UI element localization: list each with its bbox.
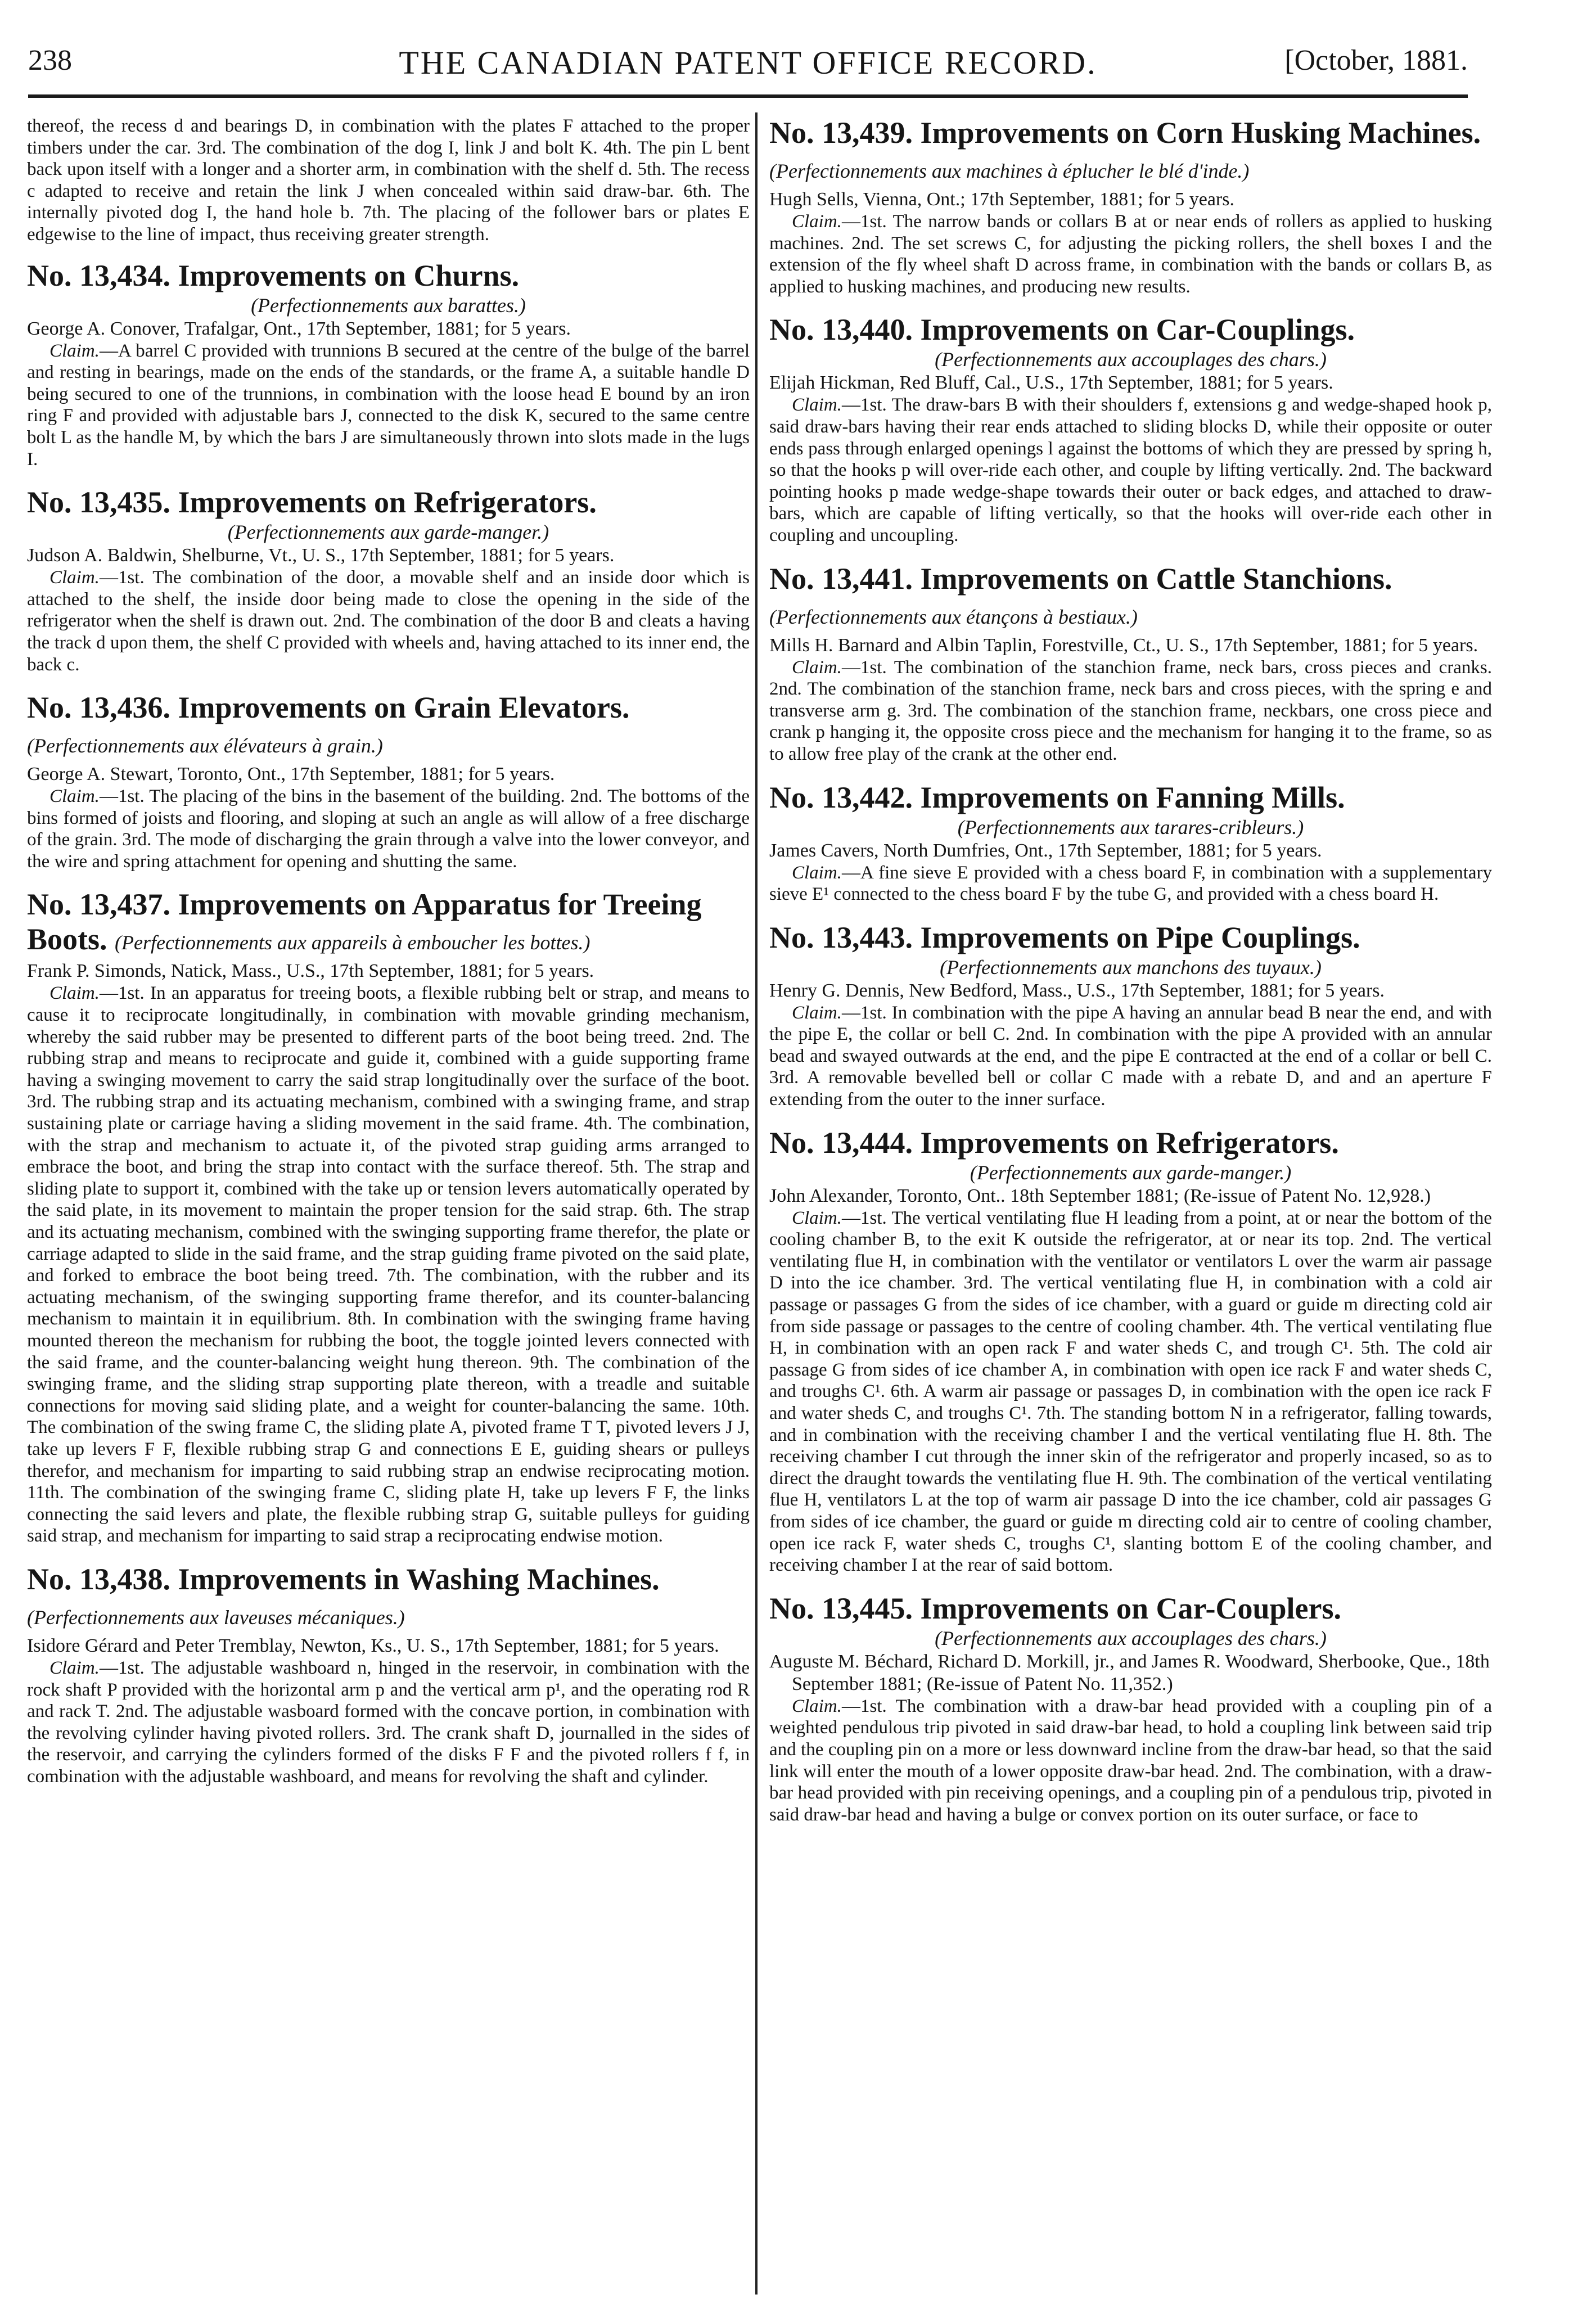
claim-label: Claim. bbox=[49, 340, 100, 361]
patent-title: Improvements on Cattle Stanchions. bbox=[920, 561, 1392, 596]
claim-body: —1st. The combination of the stanchion frame, neck bars, cross pieces and cranks. 2nd. The combination of the stanchion frame, neck bars and cross pieces, with the spring e and transverse arm g. 3rd. The combination of the stanchion frame, neckbars, one cross piece and crank p hanging it, the opposite cross piece and the mechanism for hanging it to the frame, so as to allow free play of the crank at the other end. bbox=[769, 657, 1492, 764]
claim-label: Claim. bbox=[49, 1657, 100, 1678]
entry-heading bbox=[769, 312, 1492, 347]
patent-title: Improvements on Pipe Couplings. bbox=[920, 920, 1360, 954]
claim-label: Claim. bbox=[49, 786, 100, 807]
entry-heading bbox=[27, 258, 750, 293]
french-title: (Perfectionnements aux laveuses mécaniques.) bbox=[27, 1606, 405, 1629]
claim-body: —1st. The combination of the door, a movable shelf and an inside door which is attached to the shelf, the inside door being made to close the opening in the side of the refrigerator when the shelf is drawn out. 2nd. The combination of the door B and cleats a having the track d upon them, the shelf C provided with wheels and, having attached to its inner end, the back c. bbox=[27, 567, 750, 675]
patent-entry bbox=[769, 1125, 1492, 1576]
claim-text bbox=[27, 786, 750, 872]
inventor-line: Mills H. Barnard and Albin Taplin, Forestville, Ct., U. S., 17th September, 1881; for 5 years. bbox=[769, 634, 1478, 656]
claim-label: Claim. bbox=[792, 862, 842, 883]
patent-number: No. 13,437. bbox=[27, 887, 170, 922]
inventor-line: Auguste M. Béchard, Richard D. Morkill, jr., and James R. Woodward, Sherbooke, Que., 18th September 1881; (Re-issue of Patent No. 11,352.) bbox=[769, 1651, 1490, 1694]
inventor-line: Isidore Gérard and Peter Tremblay, Newton, Ks., U. S., 17th September, 1881; for 5 years. bbox=[27, 1635, 719, 1656]
claim-text bbox=[769, 394, 1492, 546]
patent-number: No. 13,438. bbox=[27, 1562, 170, 1596]
patent-number: No. 13,443. bbox=[769, 920, 913, 954]
patent-number: No. 13,439. bbox=[769, 116, 913, 150]
claim-body: —1st. In combination with the pipe A having an annular bead B near the end, and with the pipe E, the collar or bell C. 2nd. In combination with the pipe A provided with an annular bead and swayed outwards at the end, and the pipe E contracted at the end of a collar or bell C. 3rd. A removable bevelled bell or collar C made with a rebate D, and and an aperture F extending from the outer to the inner surface. bbox=[769, 1002, 1492, 1110]
french-translation: (Perfectionnements aux manchons des tuyaux.) bbox=[940, 955, 1322, 979]
french-title: (Perfectionnements aux machines à éplucher le blé d'inde.) bbox=[769, 160, 1250, 182]
french-title: (Perfectionnements aux appareils à emboucher les bottes.) bbox=[115, 931, 590, 954]
patent-title: Improvements on Refrigerators. bbox=[920, 1125, 1339, 1160]
patent-title: Improvements on Car-Couplings. bbox=[920, 313, 1355, 347]
patent-number: No. 13,445. bbox=[769, 1591, 913, 1625]
entry-heading bbox=[769, 1591, 1492, 1626]
claim-text bbox=[27, 982, 750, 1547]
issue-date: [October, 1881. bbox=[1284, 44, 1468, 76]
patent-number: No. 13,441. bbox=[769, 561, 913, 596]
right-column bbox=[769, 115, 1492, 2292]
inventor-line: James Cavers, North Dumfries, Ont., 17th September, 1881; for 5 years. bbox=[769, 840, 1322, 861]
inventor-line: Frank P. Simonds, Natick, Mass., U.S., 17th September, 1881; for 5 years. bbox=[27, 961, 594, 982]
column-divider bbox=[755, 112, 758, 2295]
french-translation: (Perfectionnements aux tarares-cribleurs.) bbox=[957, 815, 1304, 839]
patent-entry bbox=[769, 920, 1492, 1111]
claim-text bbox=[769, 1696, 1492, 1826]
patent-number: No. 13,436. bbox=[27, 691, 170, 725]
patent-entry bbox=[27, 690, 750, 872]
entry-heading bbox=[769, 115, 1492, 188]
continuation-text: thereof, the recess d and bearings D, in combination with the plates F attached to the proper timbers under the car. 3rd. The combination of the dog I, link J and bolt K. 4th. The pin L bent back upon itself with a longer and a shorter arm, in combination with the shelf d. 5th. The recess c adapted to receive and retain the link J when concealed within said draw-bar. 6th. The internally pivoted dog I, the hand hole b. 7th. The placing of the follower bars or plates E edgewise to the line of impact, thus receiving greater strength. bbox=[27, 116, 750, 245]
patent-entry bbox=[769, 115, 1492, 297]
patent-entry bbox=[769, 1591, 1492, 1826]
claim-label: Claim. bbox=[792, 395, 842, 416]
claim-label: Claim. bbox=[792, 1696, 842, 1716]
claim-text bbox=[769, 862, 1492, 905]
inventor-line: George A. Stewart, Toronto, Ont., 17th September, 1881; for 5 years. bbox=[27, 764, 555, 785]
inventor-line: John Alexander, Toronto, Ont.. 18th September 1881; (Re-issue of Patent No. 12,928.) bbox=[769, 1185, 1431, 1206]
entry-heading bbox=[27, 485, 750, 520]
claim-text bbox=[27, 567, 750, 675]
french-title: (Perfectionnements aux étançons à bestiaux.) bbox=[769, 605, 1138, 628]
header-rule bbox=[28, 94, 1468, 98]
patent-entry bbox=[27, 887, 750, 1547]
patent-entry bbox=[769, 561, 1492, 765]
claim-label: Claim. bbox=[792, 211, 842, 232]
french-translation: (Perfectionnements aux barattes.) bbox=[251, 294, 526, 317]
claim-body: —1st. The draw-bars B with their shoulders f, extensions g and wedge-shaped hook p, said draw-bars having their rear ends attached to sliding blocks D, while their opposite or outer ends pass through enlarged openings l against the bottoms of which they are pressed by spring h, so that the hooks p will over-ride each other, and couple by lifting vertically. 2nd. The backward pointing hooks p made wedge-shape towards their outer or back edges, and attached to draw-bars, which are capable of lifting vertically, so that the hooks will over-ride each other in coupling and uncoupling. bbox=[769, 395, 1492, 546]
patent-number: No. 13,442. bbox=[769, 780, 913, 814]
claim-text bbox=[769, 1207, 1492, 1576]
claim-body: —1st. The vertical ventilating flue H leading from a point, at or near the bottom of the cooling chamber B, to the exit K outside the refrigerator, at or near its top. 2nd. The vertical ventilating flue H, in combination with the ventilator or ventilators L over the warm air passage D into the ice chamber. 3rd. The vertical ventilating flue H, in combination with a cold air passage or passages G from the sides of ice chamber, with a guard or guide m directing cold air from side passage or passages to the centre of cooling chamber. 4th. The vertical ventilating flue H, in combination with an open rack F and water sheds C, and trough C¹. 5th. The cold air passage G from sides of ice chamber A, in combination with open ice rack F and water sheds C, and troughs C¹. 6th. A warm air passage or passages D, in combination with the open ice rack F and water sheds C, and troughs C¹. 7th. The standing bottom N in a refrigerator, falling towards, and in combination with the receiving chamber I and the vertical ventilating flue H. 8th. The receiving chamber I cut through the inner skin of the refrigerator and properly incased, so as to direct the draught towards the ventilating flue H. 9th. The combination of the vertical ventilating flue H, ventilators L at the top of warm air passage D into the ice chamber, cold air passages G from sides of ice chamber, the guard or guide m directing cold air to centre of cooling chamber, open ice rack F, water sheds C, troughs C¹, slanting bottom E of the cooling chamber, and receiving chamber I at the rear of said bottom. bbox=[769, 1207, 1492, 1576]
patent-title: Improvements on Refrigerators. bbox=[178, 485, 597, 520]
journal-title: THE CANADIAN PATENT OFFICE RECORD. bbox=[399, 44, 1097, 81]
claim-text bbox=[27, 340, 750, 471]
claim-text bbox=[27, 1657, 750, 1788]
patent-number: No. 13,444. bbox=[769, 1125, 913, 1160]
inventor-line: Henry G. Dennis, New Bedford, Mass., U.S., 17th September, 1881; for 5 years. bbox=[769, 980, 1385, 1001]
claim-body: —A barrel C provided with trunnions B secured at the centre of the bulge of the barrel and resting in bearings, made on the ends of the standards, or the frame A, a suitable handle D being secured to one of the trunnions, in combination with the loose head E bound by an iron ring F and provided with adjustable bars J, connected to the disk K, secured to the same centre bolt L as the handle M, by which the bars J are simultaneously thrown into slots made in the lugs I. bbox=[27, 340, 750, 470]
french-translation: (Perfectionnements aux accouplages des chars.) bbox=[935, 348, 1327, 371]
patent-title: Improvements in Washing Machines. bbox=[178, 1562, 660, 1596]
patent-entry bbox=[27, 258, 750, 471]
claim-body: —A fine sieve E provided with a chess board F, in combination with a supplementary sieve E¹ connected to the chess board F by the tube G, and provided with a chess board H. bbox=[769, 862, 1492, 905]
page-number: 238 bbox=[28, 44, 72, 76]
patent-title: Improvements on Corn Husking Machines. bbox=[920, 116, 1481, 150]
patent-entry bbox=[769, 780, 1492, 905]
claim-text bbox=[769, 211, 1492, 297]
french-translation: (Perfectionnements aux accouplages des chars.) bbox=[935, 1626, 1327, 1649]
claim-label: Claim. bbox=[49, 567, 100, 588]
patent-title: Improvements on Car-Couplers. bbox=[920, 1591, 1341, 1625]
french-translation: (Perfectionnements aux garde-manger.) bbox=[970, 1161, 1292, 1184]
patent-title: Improvements on Apparatus for Treeing Boots. bbox=[27, 887, 702, 957]
claim-body: —1st. The narrow bands or collars B at or near ends of rollers as applied to husking machines. 2nd. The set screws C, for adjusting the picking rollers, the shell boxes I and the extension of the fly wheel shaft D across frame, in combination with the bands or collars B, as applied to husking machines, and producing new results. bbox=[769, 211, 1492, 297]
entry-heading bbox=[27, 1562, 750, 1635]
patent-title: Improvements on Churns. bbox=[178, 258, 520, 292]
patent-number: No. 13,435. bbox=[27, 485, 170, 520]
left-column bbox=[27, 115, 750, 2292]
french-title: (Perfectionnements aux élévateurs à grain.) bbox=[27, 734, 383, 758]
claim-body: —1st. The adjustable washboard n, hinged in the reservoir, in combination with the rock shaft P provided with the horizontal arm p and the vertical arm p¹, and the operating rod R and rack T. 2nd. The adjustable wasboard formed with the concave portion, in combination with the revolving cylinder having pivoted rollers. 3rd. The crank shaft D, journalled in the sides of the reservoir, and carrying the cylinders formed of the disks F F and the pivoted rollers f f, in combination with the adjustable washboard, and means for revolving the shaft and cylinder. bbox=[27, 1657, 750, 1787]
patent-entry bbox=[27, 1562, 750, 1788]
claim-body: —1st. The combination with a draw-bar head provided with a coupling pin of a weighted pendulous trip pivoted in said draw-bar head, to hold a coupling link between said trip and the coupling pin on a more or less downward incline from the draw-bar head, so that the said link will enter the mouth of a lower opposite draw-bar head. 2nd. The combination, with a draw-bar head provided with pin receiving openings, and a coupling pin of a pendulous trip, pivoted in said draw-bar head and having a bulge or convex portion on its outer surface, or face to bbox=[769, 1696, 1492, 1825]
claim-label: Claim. bbox=[792, 657, 842, 678]
claim-body: —1st. In an apparatus for treeing boots, a flexible rubbing belt or strap, and means to cause it to reciprocate longitudinally, in combination with movable grinding mechanism, whereby the said rubber may be presented to different parts of the boot being treed. 2nd. The rubbing strap and means to reciprocate and guide it, combined with a guide supporting frame having a swinging movement to carry the said strap longitudinally over the surface of the boot. 3rd. The rubbing strap and its actuating mechanism, combined with a swinging frame, and strap sustaining plate or carriage having a sliding movement in the said frame. 4th. The combination, with the strap and mechanism to actuate it, of the pivoted strap guiding arms arranged to embrace the boot, and bring the strap into contact with the surface thereof. 5th. The strap and sliding plate to support it, combined with the take up or tension levers automatically operated by the said plate, in its movement to maintain the proper tension for the said strap. 6th. The strap and its actuating mechanism, combined with the swinging supporting frame therefor, the plate or carriage adapted to slide in the said frame, and the strap guiding frame pivoted on the said plate, and forked to embrace the boot being treed. 7th. The combination, with the rubber and its actuating mechanism, of the swinging supporting frame therefor, and its counter-balancing mechanism to maintain it in equilibrium. 8th. In combination with the swinging frame having mounted thereon the mechanism for rubbing the boot, the toggle jointed levers connected with the said frame, and the counter-balancing weight hung thereon. 9th. The combination of the swinging frame, and the sliding strap supporting plate thereon, with a treadle and suitable connections for moving said sliding plate, and a weight for counter-balancing the same. 10th. The combination of the swing frame C, the sliding plate A, pivoted frame T T, pivoted levers J J, take up levers F F, flexible rubbing strap G and connections E E, guiding shears or pulleys therefor, and mechanism for imparting to said rubbing strap an endwise reciprocating motion. 11th. The combination of the swinging frame C, sliding plate H, take up levers F F, the links connecting the said levers and plate, the flexible rubbing strap G, suitable pulleys for guiding said strap, and mechanism for imparting to said strap a reciprocating endwise motion. bbox=[27, 983, 750, 1547]
claim-label: Claim. bbox=[49, 983, 100, 1004]
inventor-line: Elijah Hickman, Red Bluff, Cal., U.S., 17th September, 1881; for 5 years. bbox=[769, 372, 1333, 394]
french-translation: (Perfectionnements aux garde-manger.) bbox=[227, 521, 549, 544]
entry-heading bbox=[27, 690, 750, 763]
patent-title: Improvements on Grain Elevators. bbox=[178, 691, 630, 725]
patent-title: Improvements on Fanning Mills. bbox=[920, 780, 1345, 814]
patent-entry bbox=[769, 312, 1492, 546]
entry-heading bbox=[769, 920, 1492, 955]
inventor-line: George A. Conover, Trafalgar, Ont., 17th September, 1881; for 5 years. bbox=[27, 318, 571, 339]
claim-label: Claim. bbox=[792, 1207, 842, 1228]
page-header bbox=[28, 44, 1468, 89]
claim-text bbox=[769, 657, 1492, 765]
inventor-line: Judson A. Baldwin, Shelburne, Vt., U. S., 17th September, 1881; for 5 years. bbox=[27, 545, 615, 566]
claim-body: —1st. The placing of the bins in the basement of the building. 2nd. The bottoms of the bins formed of joists and flooring, and sloping at such an angle as will allow of a free discharge of the grain. 3rd. The mode of discharging the grain through a valve into the lower conveyor, and the wire and spring attachment for opening and shutting the same. bbox=[27, 786, 750, 872]
entry-heading bbox=[27, 887, 750, 960]
patent-number: No. 13,440. bbox=[769, 313, 913, 347]
entry-heading bbox=[769, 1125, 1492, 1160]
claim-text bbox=[769, 1002, 1492, 1111]
patent-entry bbox=[27, 485, 750, 675]
patent-number: No. 13,434. bbox=[27, 258, 170, 292]
entry-heading bbox=[769, 780, 1492, 815]
claim-label: Claim. bbox=[792, 1002, 842, 1023]
entry-heading bbox=[769, 561, 1492, 634]
inventor-line: Hugh Sells, Vienna, Ont.; 17th September, 1881; for 5 years. bbox=[769, 189, 1234, 210]
